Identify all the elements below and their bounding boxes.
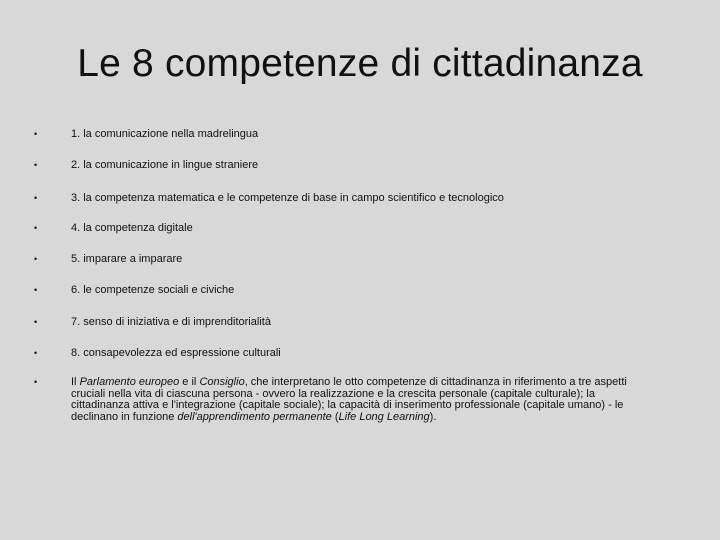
bullet-icon: • [34,193,38,203]
bullet-icon: • [34,160,38,170]
list-item-text: 2. la comunicazione in lingue straniere [71,159,259,171]
bullet-icon: • [34,285,38,295]
bullet-icon: • [34,223,38,233]
paragraph-italic: Life Long Learning [338,410,430,423]
slide-title: Le 8 competenze di cittadinanza [77,42,643,85]
paragraph-text: ). [429,410,437,423]
list-item-text: 4. la competenza digitale [71,222,193,234]
list-item-text: 6. le competenze sociali e civiche [71,284,235,296]
list-item-text: 1. la comunicazione nella madrelingua [71,128,259,140]
list-item-text: 5. imparare a imparare [71,253,183,265]
bullet-icon: • [34,377,38,387]
bullet-icon: • [34,348,38,358]
paragraph-text: ( [331,410,339,423]
paragraph-italic: Consiglio [199,376,245,388]
paragraph-italic: dell'apprendimento permanente [177,410,332,423]
bullet-icon: • [34,254,38,264]
bullet-icon: • [34,129,38,139]
list-item-text: 7. senso di iniziativa e di imprenditorialità [71,316,271,328]
bullet-icon: • [34,317,38,327]
paragraph-text: , che interpretano le otto competenze di cittadinanza in riferimento a tre aspetti cruciali nella vita di ciascuna persona - ovvero la realizzazione e la crescita personale (capitale culturale); la cittadinanza attiva e l'integrazione (capitale sociale); la capacità di inserimento professionale (capitale umano) - le declinano in funzione [71,376,627,423]
paragraph-italic: Parlamento europeo [79,376,180,388]
paragraph-text: Il [71,376,80,388]
list-item-text: 8. consapevolezza ed espressione culturali [71,347,281,359]
list-item-text: 3. la competenza matematica e le competenze di base in campo scientifico e tecnologico [71,192,504,204]
paragraph-text: e il [179,376,200,388]
list-item-paragraph [71,377,651,423]
